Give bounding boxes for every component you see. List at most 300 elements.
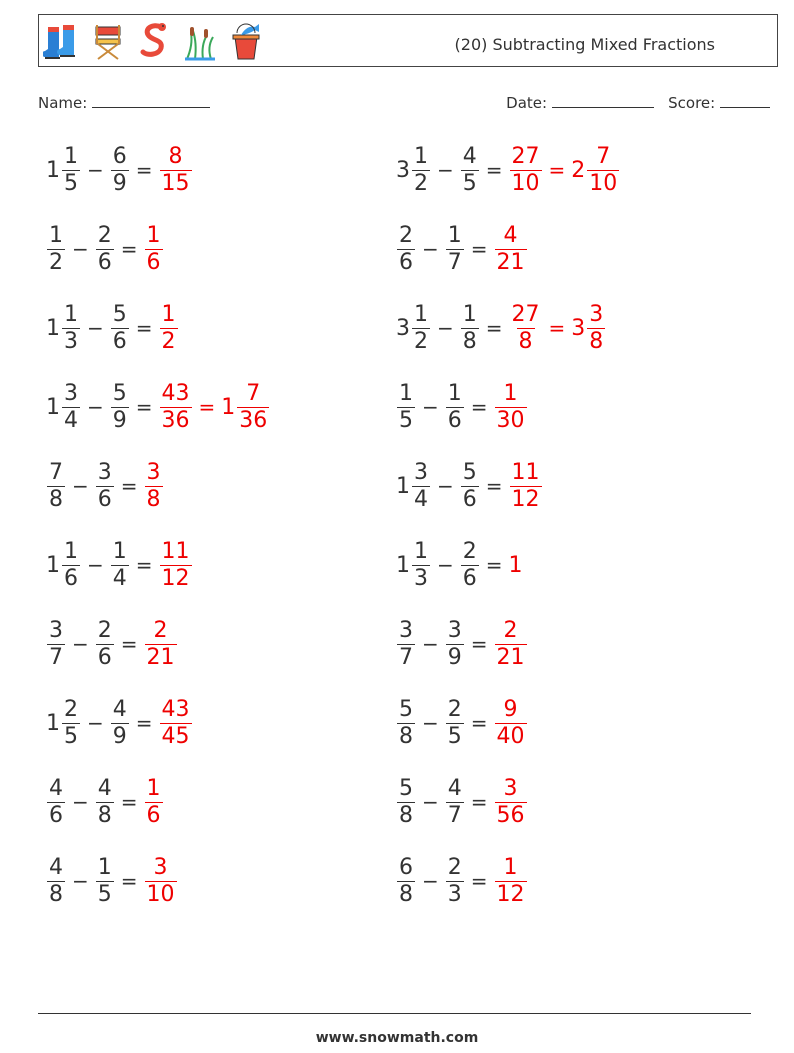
denominator: 12 — [511, 486, 540, 512]
subtrahend — [110, 301, 130, 354]
whole-number: 1 — [46, 315, 60, 341]
equals-sign: = — [470, 632, 488, 656]
denominator: 7 — [447, 802, 462, 828]
denominator: 8 — [97, 802, 112, 828]
minus-sign: − — [422, 790, 439, 814]
fraction — [510, 459, 542, 512]
minuend — [46, 301, 81, 354]
denominator: 30 — [496, 407, 525, 433]
numerator: 4 — [49, 775, 63, 801]
equals-sign: = — [485, 316, 503, 340]
fraction — [96, 775, 114, 828]
subtrahend — [110, 696, 130, 749]
fraction — [397, 854, 415, 907]
numerator: 1 — [399, 380, 413, 406]
minus-sign: − — [72, 869, 89, 893]
numerator: 27 — [511, 301, 540, 327]
denominator: 4 — [112, 565, 127, 591]
fraction — [495, 854, 527, 907]
denominator: 5 — [447, 723, 462, 749]
subtrahend — [445, 222, 465, 275]
whole-number: 1 — [396, 552, 410, 578]
denominator: 21 — [496, 249, 525, 275]
denominator: 5 — [462, 170, 477, 196]
numerator: 2 — [447, 854, 462, 880]
fraction — [397, 775, 415, 828]
fraction — [62, 143, 80, 196]
fraction — [145, 775, 163, 828]
denominator: 6 — [97, 644, 112, 670]
numerator: 3 — [414, 459, 428, 485]
footer-divider — [38, 1013, 751, 1014]
denominator: 6 — [447, 407, 462, 433]
denominator: 6 — [97, 249, 112, 275]
subtrahend — [460, 459, 480, 512]
fraction — [587, 301, 605, 354]
minus-sign: − — [87, 316, 104, 340]
numerator: 27 — [511, 143, 540, 169]
denominator: 2 — [414, 328, 428, 354]
whole-number: 1 — [221, 394, 236, 420]
numerator: 1 — [503, 854, 518, 880]
answer — [144, 854, 178, 907]
whole-number: 1 — [396, 473, 410, 499]
fraction — [446, 380, 464, 433]
fraction — [446, 617, 464, 670]
name-label: Name: — [38, 94, 88, 112]
minus-sign: − — [72, 237, 89, 261]
minus-sign: − — [87, 158, 104, 182]
numerator: 2 — [97, 222, 112, 248]
denominator: 6 — [146, 249, 161, 275]
fraction — [160, 696, 192, 749]
denominator: 12 — [496, 881, 525, 907]
numerator: 1 — [414, 538, 428, 564]
numerator: 3 — [64, 380, 78, 406]
answer-fraction — [509, 143, 543, 196]
problem-item — [46, 140, 193, 200]
numerator: 3 — [503, 775, 518, 801]
numerator: 1 — [503, 380, 518, 406]
answer — [159, 143, 193, 196]
fraction — [47, 617, 65, 670]
fraction — [111, 380, 129, 433]
denominator: 6 — [49, 802, 63, 828]
fraction — [47, 459, 65, 512]
denominator: 6 — [97, 486, 112, 512]
problem-item — [396, 219, 528, 279]
problem-item — [396, 377, 528, 437]
equals-sign: = — [135, 711, 153, 735]
answer — [509, 301, 607, 354]
answer-fraction — [144, 775, 164, 828]
minuend — [46, 617, 66, 670]
denominator: 3 — [64, 328, 78, 354]
subtrahend — [95, 459, 115, 512]
subtrahend — [95, 854, 115, 907]
numerator: 4 — [503, 222, 518, 248]
denominator: 45 — [161, 723, 190, 749]
numerator: 2 — [462, 538, 477, 564]
fraction — [160, 380, 192, 433]
minuend — [396, 222, 416, 275]
whole-number: 1 — [46, 552, 60, 578]
minuend — [46, 538, 81, 591]
numerator: 1 — [49, 222, 63, 248]
fraction — [446, 222, 464, 275]
problem-item — [396, 614, 528, 674]
problem-item — [46, 219, 164, 279]
subtrahend — [95, 222, 115, 275]
numerator: 4 — [462, 143, 477, 169]
subtrahend — [95, 775, 115, 828]
minus-sign: − — [422, 395, 439, 419]
problem-item — [46, 535, 193, 595]
minuend — [396, 301, 431, 354]
numerator: 5 — [112, 301, 127, 327]
equals-sign: = — [485, 474, 503, 498]
denominator: 8 — [462, 328, 477, 354]
minuend — [396, 380, 416, 433]
minuend — [46, 775, 66, 828]
problem-item — [396, 772, 528, 832]
subtrahend — [445, 696, 465, 749]
equals-sign: = — [470, 869, 488, 893]
denominator: 10 — [589, 170, 618, 196]
numerator: 7 — [596, 143, 611, 169]
denominator: 36 — [161, 407, 190, 433]
simplified-mixed-number — [221, 380, 270, 433]
minuend — [396, 143, 431, 196]
minus-sign: − — [87, 711, 104, 735]
fraction — [96, 854, 114, 907]
answer-fraction — [494, 696, 528, 749]
subtrahend — [445, 380, 465, 433]
answer — [159, 380, 271, 433]
equals-sign: = — [198, 395, 216, 419]
problem-item — [46, 851, 178, 911]
denominator: 4 — [414, 486, 428, 512]
denominator: 7 — [447, 249, 462, 275]
fraction — [461, 459, 479, 512]
whole-number: 1 — [46, 157, 60, 183]
numerator: 1 — [64, 301, 78, 327]
denominator: 10 — [511, 170, 540, 196]
numerator: 2 — [153, 617, 168, 643]
equals-sign: = — [120, 474, 138, 498]
numerator: 2 — [447, 696, 462, 722]
subtrahend — [445, 854, 465, 907]
fraction — [96, 617, 114, 670]
fraction — [160, 143, 192, 196]
whole-number: 1 — [508, 552, 523, 578]
problem-item — [46, 693, 193, 753]
minuend — [396, 617, 416, 670]
numerator: 2 — [399, 222, 413, 248]
denominator: 5 — [97, 881, 112, 907]
numerator: 43 — [161, 696, 190, 722]
numerator: 1 — [97, 854, 112, 880]
denominator: 6 — [399, 249, 413, 275]
answer — [494, 222, 528, 275]
fraction — [111, 696, 129, 749]
numerator: 6 — [112, 143, 127, 169]
denominator: 6 — [146, 802, 161, 828]
subtrahend — [110, 380, 130, 433]
fraction — [145, 222, 163, 275]
denominator: 8 — [399, 723, 413, 749]
answer — [509, 553, 524, 578]
minus-sign: − — [87, 395, 104, 419]
answer-fraction — [509, 301, 543, 354]
footer-url: www.snowmath.com — [315, 1030, 479, 1046]
numerator: 6 — [399, 854, 413, 880]
whole-number: 3 — [396, 157, 410, 183]
denominator: 21 — [496, 644, 525, 670]
fraction — [412, 459, 430, 512]
numerator: 43 — [161, 380, 190, 406]
numerator: 5 — [462, 459, 477, 485]
answer — [144, 775, 164, 828]
numerator: 9 — [503, 696, 518, 722]
fraction — [446, 854, 464, 907]
equals-sign: = — [470, 395, 488, 419]
answer-fraction — [494, 380, 528, 433]
minuend — [396, 538, 431, 591]
numerator: 3 — [589, 301, 604, 327]
numerator: 1 — [161, 301, 176, 327]
denominator: 21 — [146, 644, 175, 670]
numerator: 4 — [97, 775, 112, 801]
fraction — [495, 222, 527, 275]
minuend — [46, 380, 81, 433]
score-label: Score: — [668, 94, 716, 112]
equals-sign: = — [470, 711, 488, 735]
denominator: 2 — [49, 249, 63, 275]
numerator: 1 — [64, 538, 78, 564]
whole-number: 3 — [396, 315, 410, 341]
fraction — [62, 696, 80, 749]
minus-sign: − — [437, 316, 454, 340]
numerator: 8 — [168, 143, 183, 169]
numerator: 1 — [112, 538, 127, 564]
minuend — [396, 696, 416, 749]
numerator: 3 — [447, 617, 462, 643]
denominator: 36 — [239, 407, 268, 433]
denominator: 40 — [496, 723, 525, 749]
fraction — [160, 301, 178, 354]
fraction — [397, 380, 415, 433]
answer-fraction — [144, 222, 164, 275]
denominator: 6 — [462, 486, 477, 512]
denominator: 8 — [49, 881, 63, 907]
answer-fraction — [494, 617, 528, 670]
denominator: 8 — [518, 328, 533, 354]
subtrahend — [460, 538, 480, 591]
problem-item — [396, 298, 606, 358]
equals-sign: = — [470, 237, 488, 261]
denominator: 9 — [112, 170, 127, 196]
answer — [159, 696, 193, 749]
fraction — [510, 301, 542, 354]
whole-number: 2 — [571, 157, 586, 183]
answer-fraction — [494, 854, 528, 907]
answer-fraction — [509, 553, 524, 578]
fraction — [111, 538, 129, 591]
answer-fraction — [159, 380, 193, 433]
denominator: 3 — [447, 881, 462, 907]
denominator: 6 — [112, 328, 127, 354]
subtrahend — [460, 143, 480, 196]
numerator: 1 — [414, 143, 428, 169]
minus-sign: − — [72, 474, 89, 498]
simplified-mixed-number — [571, 143, 620, 196]
fraction — [587, 143, 619, 196]
denominator: 56 — [496, 802, 525, 828]
fraction — [495, 380, 527, 433]
equals-sign: = — [120, 237, 138, 261]
problem-item — [46, 614, 178, 674]
denominator: 10 — [146, 881, 175, 907]
fraction — [412, 143, 430, 196]
fraction — [62, 538, 80, 591]
problem-item — [46, 298, 179, 358]
answer-fraction — [159, 301, 179, 354]
numerator: 1 — [146, 775, 161, 801]
numerator: 2 — [503, 617, 518, 643]
answer — [509, 143, 621, 196]
answer — [494, 854, 528, 907]
answer — [159, 301, 179, 354]
problem-item — [396, 456, 543, 516]
minus-sign: − — [72, 632, 89, 656]
numerator: 5 — [399, 696, 413, 722]
fraction — [237, 380, 269, 433]
answer-fraction — [494, 775, 528, 828]
denominator: 6 — [64, 565, 78, 591]
answer — [494, 775, 528, 828]
fraction — [495, 775, 527, 828]
simplified-mixed-number — [571, 301, 606, 354]
numerator: 1 — [414, 301, 428, 327]
numerator: 3 — [97, 459, 112, 485]
numerator: 4 — [49, 854, 63, 880]
subtrahend — [445, 617, 465, 670]
answer — [494, 380, 528, 433]
answer — [144, 459, 164, 512]
numerator: 1 — [447, 222, 462, 248]
fraction — [461, 538, 479, 591]
minuend — [396, 459, 431, 512]
denominator: 4 — [64, 407, 78, 433]
minuend — [46, 222, 66, 275]
equals-sign: = — [135, 395, 153, 419]
fraction — [461, 143, 479, 196]
denominator: 15 — [161, 170, 190, 196]
answer — [159, 538, 193, 591]
denominator: 2 — [414, 170, 428, 196]
answer-fraction — [144, 854, 178, 907]
denominator: 12 — [161, 565, 190, 591]
denominator: 6 — [462, 565, 477, 591]
numerator: 3 — [153, 854, 168, 880]
fraction — [62, 301, 80, 354]
problem-item — [396, 140, 620, 200]
fraction — [145, 617, 177, 670]
denominator: 8 — [49, 486, 63, 512]
answer-fraction — [509, 459, 543, 512]
numerator: 3 — [146, 459, 161, 485]
denominator: 9 — [112, 407, 127, 433]
fraction — [47, 854, 65, 907]
numerator: 4 — [112, 696, 127, 722]
fraction — [412, 538, 430, 591]
denominator: 7 — [49, 644, 63, 670]
equals-sign: = — [135, 158, 153, 182]
date-label: Date: — [506, 94, 548, 112]
numerator: 7 — [49, 459, 63, 485]
minus-sign: − — [87, 553, 104, 577]
numerator: 2 — [64, 696, 78, 722]
equals-sign: = — [548, 158, 566, 182]
fraction — [145, 459, 163, 512]
denominator: 8 — [399, 802, 413, 828]
problem-item — [46, 377, 270, 437]
minus-sign: − — [422, 632, 439, 656]
answer-fraction — [159, 696, 193, 749]
subtrahend — [95, 617, 115, 670]
numerator: 3 — [49, 617, 63, 643]
problem-item — [46, 456, 164, 516]
problem-item — [396, 535, 524, 595]
fraction — [495, 617, 527, 670]
equals-sign: = — [470, 790, 488, 814]
minuend — [396, 775, 416, 828]
minus-sign: − — [437, 474, 454, 498]
problem-item — [396, 851, 528, 911]
answer-fraction — [159, 143, 193, 196]
answer — [494, 617, 528, 670]
numerator: 3 — [399, 617, 413, 643]
numerator: 5 — [112, 380, 127, 406]
answer — [144, 222, 164, 275]
subtrahend — [445, 775, 465, 828]
numerator: 11 — [161, 538, 190, 564]
numerator: 11 — [511, 459, 540, 485]
worksheet-title: (20) Subtracting Mixed Fractions — [454, 35, 715, 54]
equals-sign: = — [135, 316, 153, 340]
subtrahend — [110, 143, 130, 196]
fraction — [160, 538, 192, 591]
fraction — [510, 143, 542, 196]
denominator: 7 — [399, 644, 413, 670]
fraction — [495, 696, 527, 749]
fraction — [96, 222, 114, 275]
numerator: 5 — [399, 775, 413, 801]
fraction — [412, 301, 430, 354]
equals-sign: = — [135, 553, 153, 577]
minus-sign: − — [437, 553, 454, 577]
equals-sign: = — [120, 632, 138, 656]
denominator: 8 — [146, 486, 161, 512]
minuend — [46, 459, 66, 512]
fraction — [111, 301, 129, 354]
minuend — [396, 854, 416, 907]
answer-fraction — [144, 459, 164, 512]
fraction — [397, 696, 415, 749]
fraction — [47, 222, 65, 275]
denominator: 3 — [414, 565, 428, 591]
